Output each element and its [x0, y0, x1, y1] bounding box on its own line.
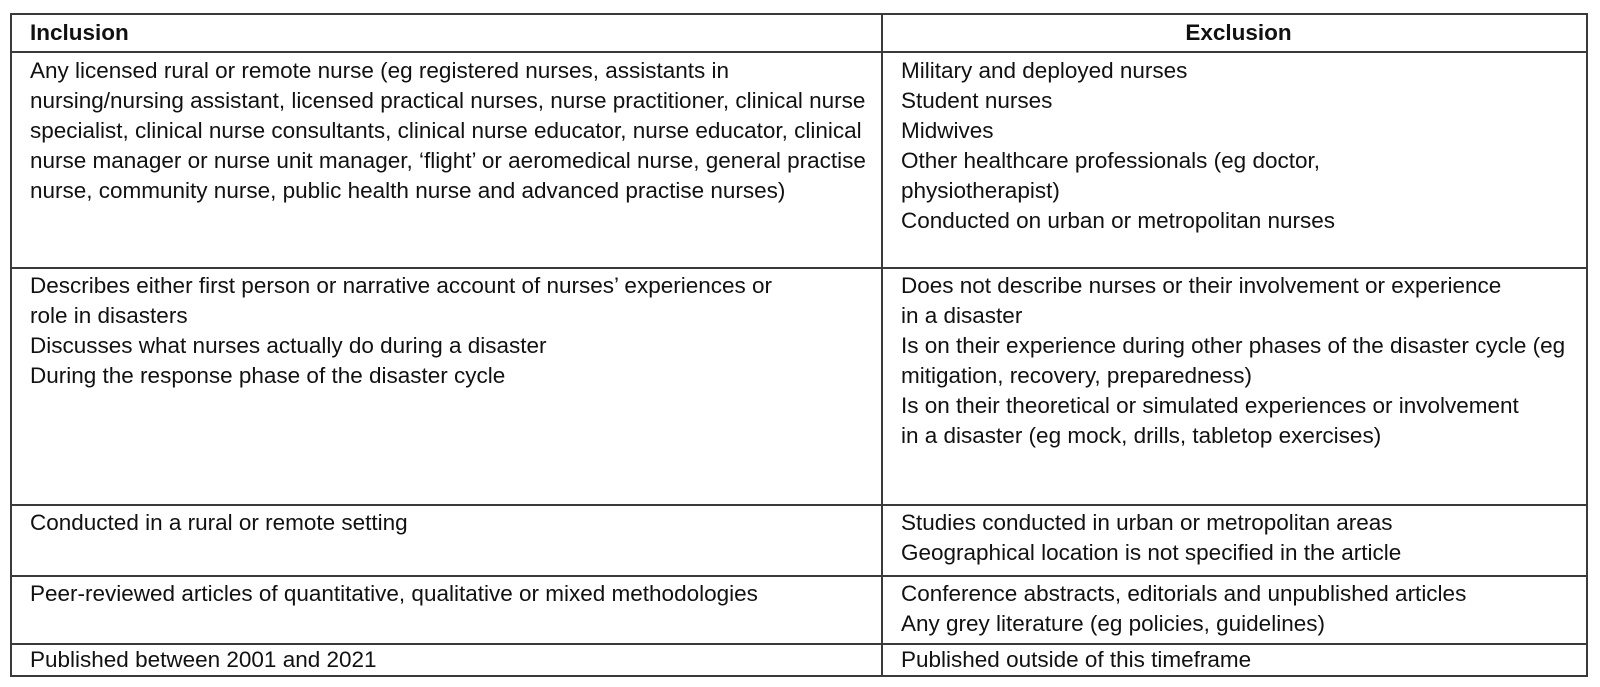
- inclusion-cell: [11, 644, 882, 676]
- criterion-text: Any grey literature (eg policies, guidelines): [901, 611, 1325, 636]
- criterion-text: Student nurses: [901, 88, 1053, 113]
- inclusion-cell: [11, 576, 882, 644]
- exclusion-cell: [882, 268, 1587, 505]
- header-exclusion: Exclusion: [882, 14, 1587, 52]
- table-row: [11, 52, 1587, 268]
- criterion-text: Published outside of this timeframe: [901, 647, 1252, 672]
- criterion-text: Is on their theoretical or simulated experiences or involvement in a disaster (eg mock, drills, tabletop exercises): [901, 393, 1519, 448]
- inclusion-exclusion-table: [10, 13, 1588, 677]
- header-row: [11, 14, 1587, 52]
- header-inclusion: Inclusion: [11, 14, 882, 52]
- criterion-text: Conducted on urban or metropolitan nurses: [901, 208, 1336, 233]
- criterion-text: Conference abstracts, editorials and unpublished articles: [901, 581, 1467, 606]
- criterion-text: Peer-reviewed articles of quantitative, qualitative or mixed methodologies: [30, 581, 758, 606]
- criterion-text: Midwives: [901, 118, 994, 143]
- table-row: [11, 576, 1587, 644]
- criterion-text: Is on their experience during other phases of the disaster cycle (eg mitigation, recovery, preparedness): [901, 333, 1566, 388]
- criterion-text: Other healthcare professionals (eg doctor, physiotherapist): [901, 148, 1320, 203]
- criterion-text: Does not describe nurses or their involvement or experience in a disaster: [901, 273, 1502, 328]
- inclusion-cell: [11, 52, 882, 268]
- table-row: [11, 505, 1587, 576]
- criterion-text: Any licensed rural or remote nurse (eg registered nurses, assistants in nursing/nursing assistant, licensed practical nurses, nurse practitioner, clinical nurse specialist, clinical nurse consultants, clinical nurse educator, nurse educator, clinical nurse manager or nurse unit manager, ‘flight’ or aeromedical nurse, general practise nurse, community nurse, public health nurse and advanced practise nurses): [30, 58, 866, 203]
- criterion-text: Discusses what nurses actually do during a disaster: [30, 333, 547, 358]
- inclusion-cell: [11, 505, 882, 576]
- table-row: [11, 644, 1587, 676]
- criterion-text: Conducted in a rural or remote setting: [30, 510, 408, 535]
- exclusion-cell: [882, 505, 1587, 576]
- criterion-text: Geographical location is not specified in the article: [901, 540, 1402, 565]
- exclusion-cell: [882, 52, 1587, 268]
- criterion-text: Military and deployed nurses: [901, 58, 1188, 83]
- exclusion-cell: [882, 576, 1587, 644]
- table-row: [11, 268, 1587, 505]
- criterion-text: Published between 2001 and 2021: [30, 647, 377, 672]
- exclusion-cell: [882, 644, 1587, 676]
- criterion-text: Describes either first person or narrative account of nurses’ experiences or role in disasters: [30, 273, 773, 328]
- criterion-text: During the response phase of the disaster cycle: [30, 363, 506, 388]
- criterion-text: Studies conducted in urban or metropolitan areas: [901, 510, 1393, 535]
- inclusion-cell: [11, 268, 882, 505]
